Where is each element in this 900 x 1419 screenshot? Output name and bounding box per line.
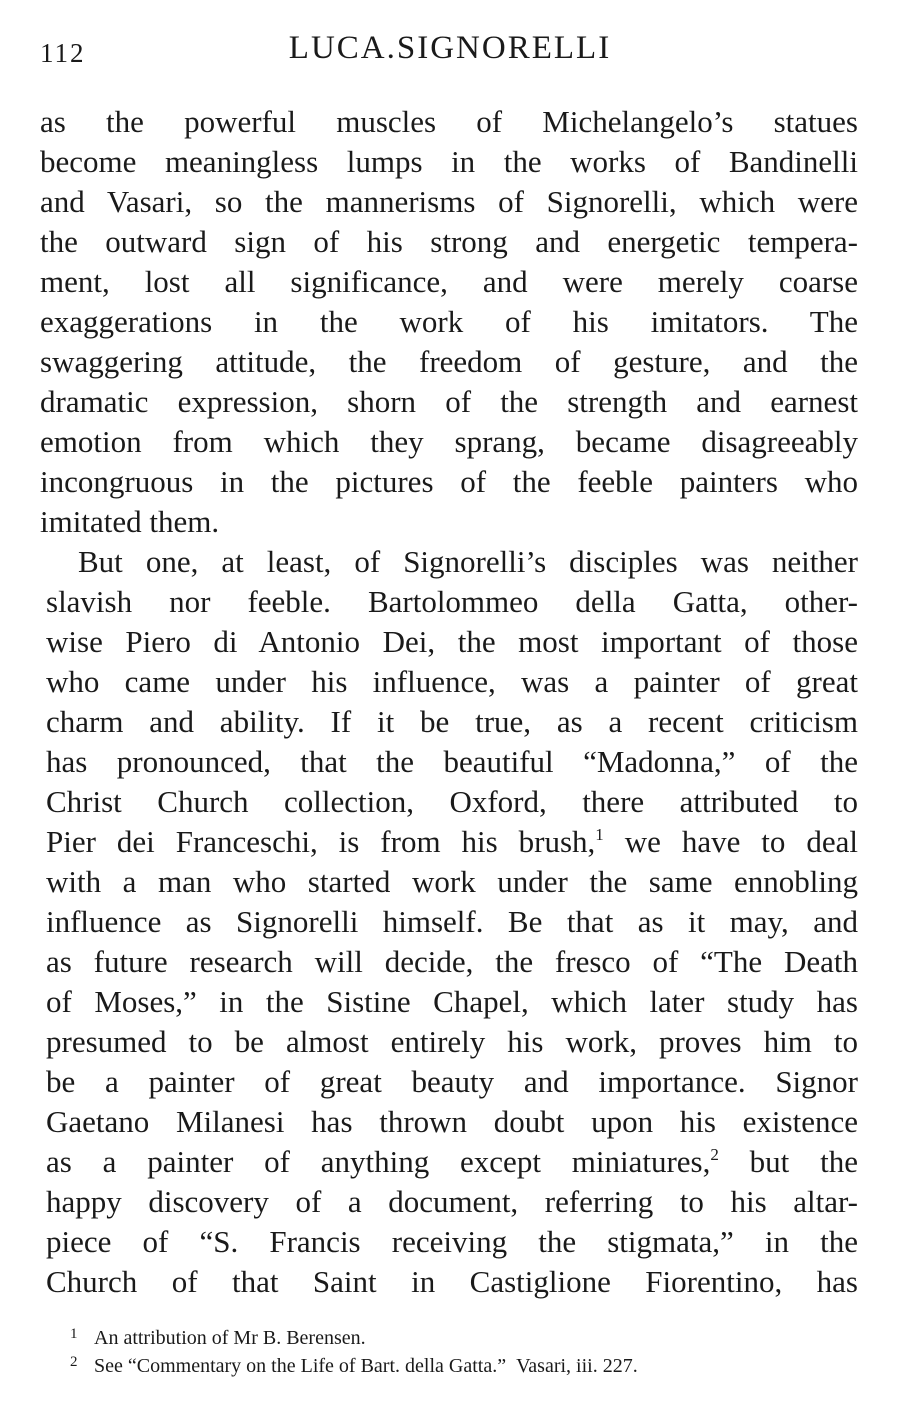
text-line-with-note — [40, 822, 858, 862]
text-line: charm and ability. If it be true, as a recent criticism — [46, 704, 858, 739]
footnote — [70, 1348, 870, 1376]
footnote-mark: 2 — [70, 1354, 78, 1370]
page-number: 112 — [40, 38, 86, 68]
paragraph-first-line: But one, at least, of Signorelli’s disciples was neither — [78, 544, 858, 579]
footnote-text: See “Commentary on the Life of Bart. della Gatta.” Vasari, iii. 227. — [94, 1355, 638, 1377]
text-line: dramatic expression, shorn of the strength and earnest — [40, 384, 858, 419]
text-line: the outward sign of his strong and energetic tempera- — [40, 224, 858, 259]
text-segment: as a painter of anything except miniatures, — [46, 1144, 711, 1179]
text-segment: but the — [718, 1144, 858, 1179]
text-line: happy discovery of a document, referring to his altar- — [46, 1184, 858, 1219]
text-line: who came under his influence, was a painter of great — [46, 664, 858, 699]
text-line: and Vasari, so the mannerisms of Signorelli, which were — [40, 184, 858, 219]
text-line: wise Piero di Antonio Dei, the most important of those — [46, 624, 858, 659]
text-line: of Moses,” in the Sistine Chapel, which later study has — [46, 984, 858, 1019]
text-line: be a painter of great beauty and importance. Signor — [46, 1064, 858, 1099]
text-line: Christ Church collection, Oxford, there attributed to — [46, 784, 858, 819]
text-line: Gaetano Milanesi has thrown doubt upon his existence — [46, 1104, 858, 1139]
text-line: incongruous in the pictures of the feeble painters who — [40, 464, 858, 499]
text-line: piece of “S. Francis receiving the stigmata,” in the — [46, 1224, 858, 1259]
text-line: slavish nor feeble. Bartolommeo della Gatta, other- — [46, 584, 858, 619]
page-header — [40, 30, 860, 74]
text-line: emotion from which they sprang, became disagreeably — [40, 424, 858, 459]
text-line: exaggerations in the work of his imitators. The — [40, 304, 858, 339]
text-line: as future research will decide, the fresco of “The Death — [46, 944, 858, 979]
text-line: has pronounced, that the beautiful “Madonna,” of the — [46, 744, 858, 779]
footnote-text: An attribution of Mr B. Berensen. — [94, 1327, 366, 1349]
footnote-mark: 1 — [70, 1326, 78, 1342]
text-segment: we have to deal — [603, 824, 858, 859]
footnote-ref: 1 — [595, 825, 604, 844]
text-line: as the powerful muscles of Michelangelo’s statues — [40, 104, 858, 139]
text-line: imitated them. — [40, 504, 220, 539]
text-line: influence as Signorelli himself. Be that as it may, and — [46, 904, 858, 939]
footnote-ref: 2 — [710, 1145, 719, 1164]
footnote — [70, 1320, 870, 1348]
text-line: with a man who started work under the same ennobling — [46, 864, 858, 899]
text-line: Church of that Saint in Castiglione Fiorentino, has — [46, 1264, 858, 1299]
footnotes — [70, 1320, 870, 1376]
body-text — [40, 102, 858, 1302]
text-line: presumed to be almost entirely his work, proves him to — [46, 1024, 858, 1059]
text-segment: Pier dei Franceschi, is from his brush, — [46, 824, 596, 859]
text-line-with-note — [40, 1142, 858, 1182]
text-line: become meaningless lumps in the works of Bandinelli — [40, 144, 858, 179]
text-line: ment, lost all significance, and were merely coarse — [40, 264, 858, 299]
running-head: LUCA.SIGNORELLI — [288, 30, 612, 66]
text-line: swaggering attitude, the freedom of gesture, and the — [40, 344, 858, 379]
